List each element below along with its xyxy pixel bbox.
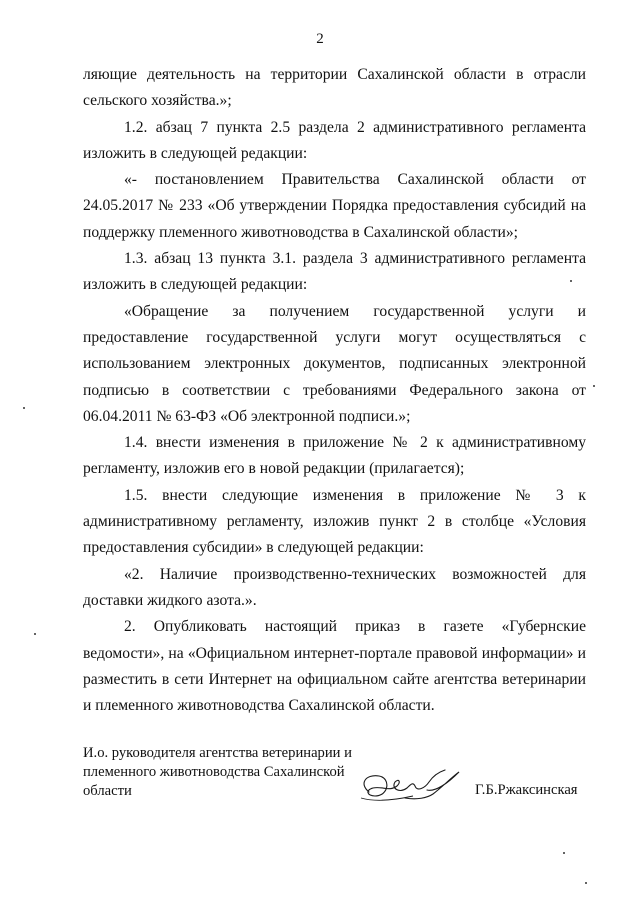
signatory-title-line: И.о. руководителя агентства ветеринарии и xyxy=(83,745,352,761)
scan-speck xyxy=(563,852,565,854)
scan-speck xyxy=(570,280,572,282)
paragraph-1-2: 1.2. абзац 7 пункта 2.5 раздела 2 административного регламента изложить в следующей редакции: xyxy=(83,118,586,162)
scan-speck xyxy=(593,385,595,387)
signatory-name: Г.Б.Ржаксинская xyxy=(475,782,578,798)
signatory-title-line: области xyxy=(83,783,132,799)
paragraph-1-4: 1.4. внести изменения в приложение № 2 к административному регламенту, изложив его в новой редакции (прилагается); xyxy=(83,434,586,478)
signatory-title xyxy=(83,744,383,801)
paragraph-1-5: 1.5. внести следующие изменения в приложение № 3 к административному регламенту, изложив пункт 2 в столбце «Условия предоставления субсидии» в следующей редакции: xyxy=(83,486,586,557)
document-body xyxy=(83,62,586,719)
scan-speck xyxy=(585,882,587,884)
signatory-title-line: племенного животноводства Сахалинской xyxy=(83,764,345,780)
paragraph-1-3-quote: «Обращение за получением государственной услуги и предоставление государственной услуги могут осуществляться с использованием электронных документов, подписанных электронной подписью в соответствии с требованиями Федерального закона от 06.04.2011 № 63-ФЗ «Об электронной подписи.»; xyxy=(83,302,586,425)
scan-speck xyxy=(23,407,25,409)
paragraph-2: 2. Опубликовать настоящий приказ в газете «Губернские ведомости», на «Официальном интернет-портале правовой информации» и разместить в сети Интернет на официальном сайте агентства ветеринарии и племенного животноводства Сахалинской области. xyxy=(83,618,586,715)
paragraph-1-3: 1.3. абзац 13 пункта 3.1. раздела 3 административного регламента изложить в следующей редакции: xyxy=(83,250,586,294)
paragraph-1-2-quote: «- постановлением Правительства Сахалинской области от 24.05.2017 № 233 «Об утверждении Порядка предоставления субсидий на поддержку племенного животноводства в Сахалинской области»; xyxy=(83,171,586,241)
handwritten-signature xyxy=(355,762,475,813)
scan-speck xyxy=(34,633,36,635)
page-number: 2 xyxy=(316,31,324,47)
paragraph-continuation: ляющие деятельность на территории Сахалинской области в отрасли сельского хозяйства.»; xyxy=(83,66,586,110)
paragraph-1-5-quote: «2. Наличие производственно-технических возможностей для доставки жидкого азота.». xyxy=(83,565,586,609)
